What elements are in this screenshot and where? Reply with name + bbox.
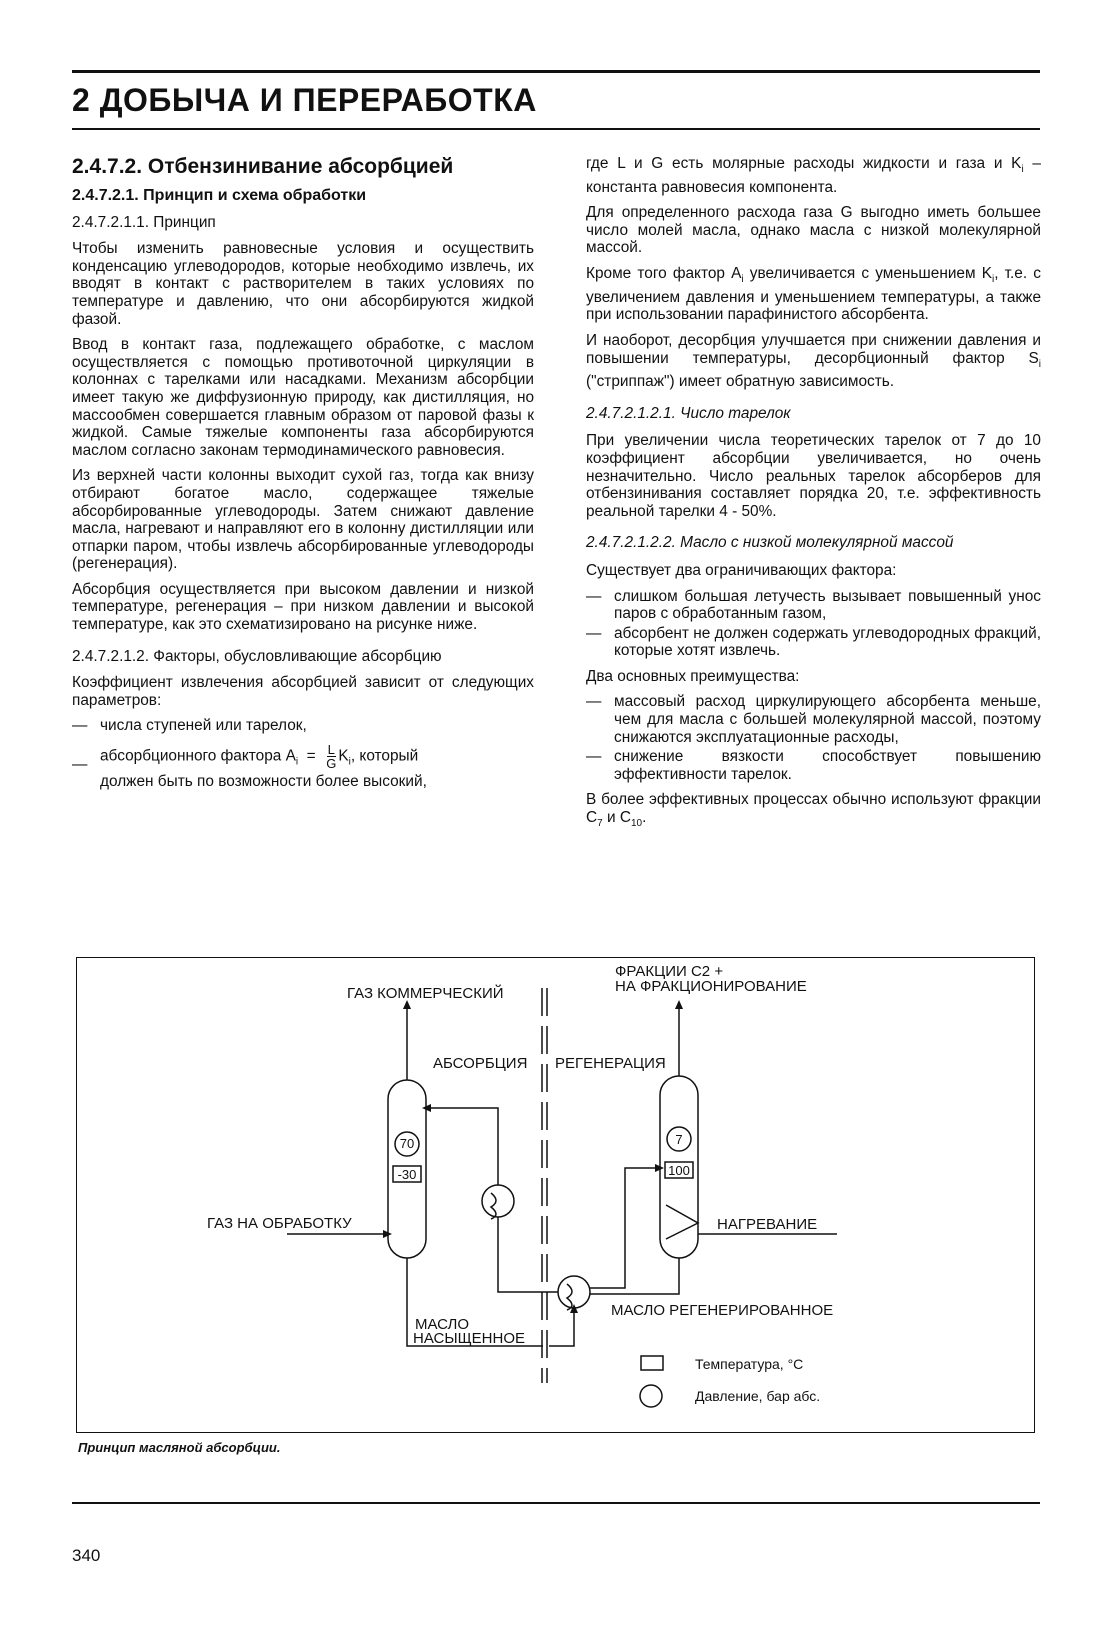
legend-pressure-symbol (640, 1385, 662, 1407)
subsection-heading: 2.4.7.2.1. Принцип и схема обработки (72, 187, 367, 204)
paragraph-heading: 2.4.7.2.1.2. Факторы, обусловливающие абсорбцию (72, 647, 442, 665)
paragraph: И наоборот, десорбция улучшается при снижении давления и повышении температуры, десорбционный фактор $S_i$ ("стриппаж") имеет обратную зависимость. (586, 331, 1041, 391)
oil-saturated-label-2: НАСЫЩЕННОЕ (413, 1330, 526, 1347)
diagram-svg (77, 958, 1034, 1432)
page-number: 340 (72, 1546, 101, 1565)
paragraph: Существует два ограничивающих фактора: (586, 561, 897, 579)
fractions-label-2: НА ФРАКЦИОНИРОВАНИЕ (615, 978, 807, 995)
paragraph: Для определенного расхода газа G выгодно иметь большее число молей масла, однако масла с низкой молекулярной массой. (586, 204, 1041, 257)
fraction: $\frac{L}{G}$ (326, 742, 337, 772)
top-rule (72, 70, 1040, 73)
heating-label: НАГРЕВАНИЕ (717, 1216, 818, 1233)
absorber-pressure-value: 70 (399, 1136, 415, 1151)
paragraph: где L и G есть молярные расходы жидкости и газа и $K_i$ – константа равновесия компонента. (586, 155, 1041, 196)
paragraph: Коэффициент извлечения абсорбцией зависит от следующих параметров: (72, 674, 534, 709)
process-diagram (76, 957, 1035, 1433)
fractions-label-1: ФРАКЦИИ С2 + (615, 963, 724, 980)
lean-oil-return-line (498, 1217, 558, 1292)
list-item-continuation: должен быть по возможности более высокий, (100, 773, 427, 791)
absorption-label: АБСОРБЦИЯ (433, 1055, 528, 1072)
paragraph: Абсорбция осуществляется при высоком давлении и низкой температуре, регенерация – при низком давлении и высокой температуре, как это схематизировано на рисунке ниже. (72, 580, 534, 634)
paragraph: При увеличении числа теоретических тарелок от 7 до 10 коэффициент абсорбции увеличивается, но очень незначительно. Число реальных тарелок абсорберов для отбензинивания составляет порядка 20, т.е. эффективность реальной тарелки 4 - 50%. (586, 432, 1041, 520)
legend-temp-symbol (641, 1356, 663, 1370)
cooler-exchanger (482, 1185, 514, 1217)
header-rule (72, 128, 1040, 130)
paragraph-heading: 2.4.7.2.1.1. Принцип (72, 213, 216, 231)
gas-commercial-label: ГАЗ КОММЕРЧЕСКИЙ (347, 985, 504, 1002)
divider-line (542, 988, 547, 1383)
list-item: — числа ступеней или тарелок, (72, 717, 534, 735)
lean-oil-to-absorber (426, 1108, 498, 1185)
regeneration-label: РЕГЕНЕРАЦИЯ (555, 1055, 666, 1072)
subparagraph-heading: 2.4.7.2.1.2.2. Масло с низкой молекулярной массой (586, 534, 954, 552)
formula-line (72, 743, 534, 771)
legend-temp-label: Температура, °С (695, 1356, 804, 1372)
regenerator-pressure-value: 7 (675, 1132, 683, 1147)
legend-pressure-label: Давление, бар абс. (695, 1388, 821, 1404)
right-column (586, 155, 1041, 841)
absorber-temp-value: -30 (397, 1167, 417, 1182)
heater-coil (666, 1205, 698, 1239)
paragraph: Два основных преимущества: (586, 667, 800, 685)
footer-rule (72, 1502, 1040, 1504)
oil-saturated-label-1: МАСЛО (415, 1316, 470, 1333)
oil-regenerated-label: МАСЛО РЕГЕНЕРИРОВАННОЕ (611, 1302, 834, 1319)
gas-feed-label: ГАЗ НА ОБРАБОТКУ (207, 1215, 352, 1232)
list-item: — абсорбент не должен содержать углеводородных фракций, которые хотят извлечь. (586, 625, 1041, 660)
list-item: — снижение вязкости способствует повышению эффективности тарелок. (586, 748, 1041, 783)
main-exchanger (558, 1276, 590, 1308)
paragraph: Из верхней части колонны выходит сухой газ, тогда как внизу отбирают богатое масло, содержащее тяжелые абсорбированные углеводороды. Затем снижают давление масла, нагревают и направляют его в колонну дистилляции или отпарки паром, чтобы извлечь абсорбированные углеводороды (регенерация). (72, 467, 534, 573)
list-item: — слишком большая летучесть вызывает повышенный унос паров с обработанным газом, (586, 588, 1041, 623)
subparagraph-heading: 2.4.7.2.1.2.1. Число тарелок (586, 404, 791, 422)
figure-caption: Принцип масляной абсорбции. (78, 1440, 281, 1455)
chapter-title: 2 ДОБЫЧА И ПЕРЕРАБОТКА (72, 82, 537, 118)
regenerator-temp-value: 100 (668, 1163, 690, 1178)
left-column (72, 155, 534, 791)
section-heading: 2.4.7.2. Отбензинивание абсорбцией (72, 155, 454, 178)
paragraph: Кроме того фактор $A_i$ увеличивается с уменьшением $K_i$, т.е. с увеличением давления и уменьшением температуры, а также при использовании парафинистого абсорбента. (586, 265, 1041, 324)
regenerator-feed-line (590, 1168, 660, 1288)
formula-text: — абсорбционного фактора $A_i$ = $\frac{L}{G}$ $K_i$, который (100, 742, 419, 772)
rich-oil-to-exchanger (549, 1308, 574, 1346)
paragraph: В более эффективных процессах обычно используют фракции $C_7$ и $C_{10}$. (586, 791, 1041, 830)
paragraph: Чтобы изменить равновесные условия и осуществить конденсацию углеводородов, которые необходимо извлечь, их вводят в контакт с растворителем в таких условиях по температуре и давлению, что они абсорбируются жидкой фазой. (72, 240, 534, 328)
list-item: — массовый расход циркулирующего абсорбента меньше, чем для масла с большей молекулярной массой, поэтому снижаются эксплуатационные расходы, (586, 693, 1041, 746)
paragraph: Ввод в контакт газа, подлежащего обработке, с маслом осуществляется с помощью противоточной циркуляции в колоннах с тарелками или насадками. Механизм абсорбции имеет такую же диффузионную природу, как дистилляция, но массообмен совершается главным образом от паровой фазы к жидкой. Самые тяжелые компоненты газа абсорбируются маслом согласно законам термодинамического равновесия. (72, 336, 534, 459)
